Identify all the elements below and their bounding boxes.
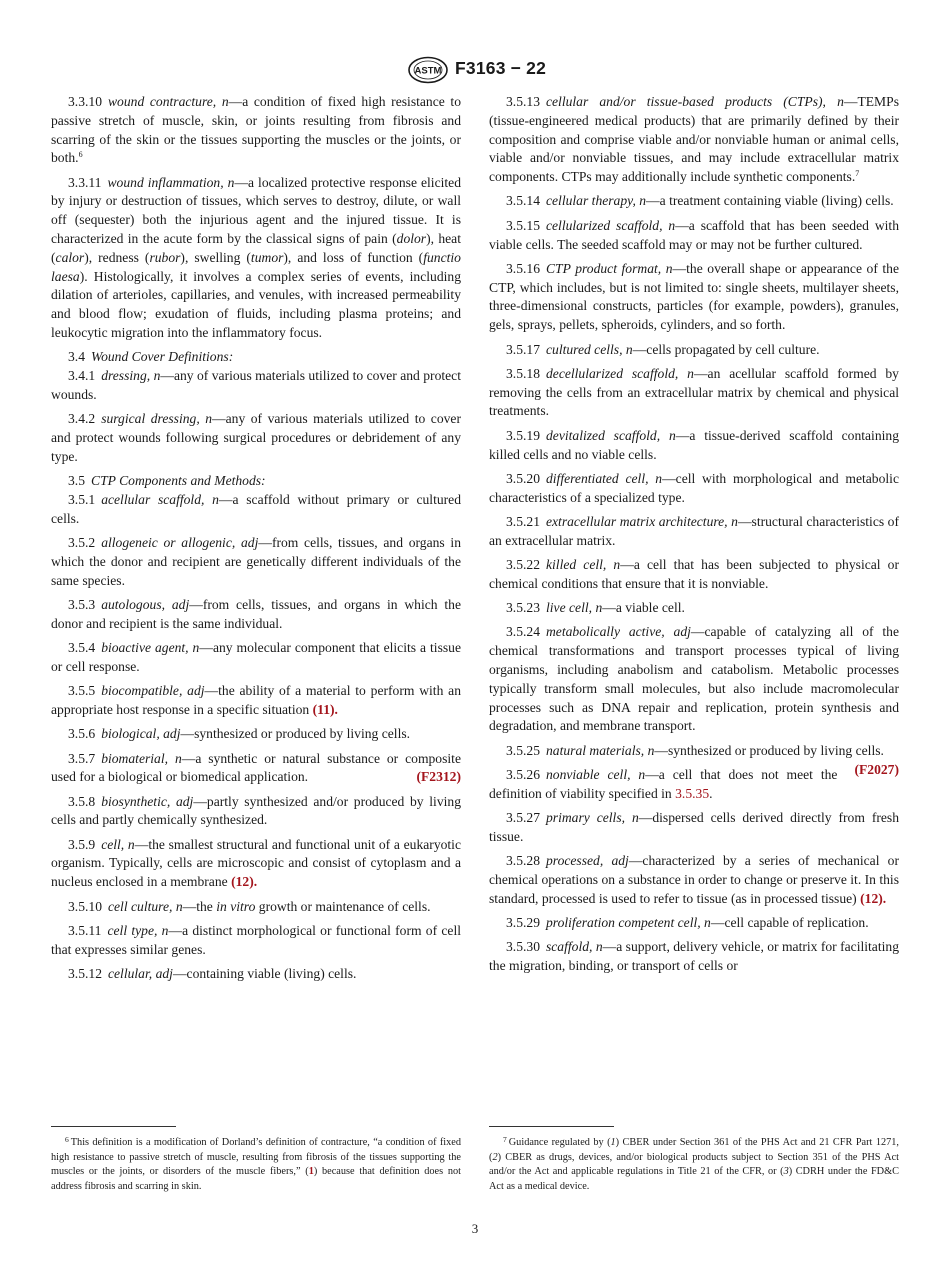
definition-3-5-12: 3.5.12 cellular, adj—containing viable (living) cells. [68, 965, 357, 981]
standard-link[interactable]: F2027 [858, 761, 895, 777]
definition-3-5-11: 3.5.11 cell type, n—a distinct morphological or functional form of cell that expresses similar genes. [51, 922, 461, 957]
definition-3-5-13: 3.5.13 cellular and/or tissue-based products (CTPs), n—TEMPs (tissue-engineered medical products) that are primarily defined by their composition and comprise viable and/or nonviable human or animal cells, viable and/or nonviable tissues, and may include extracellular matrix components. CTPs may additionally include synthetic components.$^7$ [489, 94, 899, 185]
definition-3-5-3: 3.5.3 autologous, adj—from cells, tissues, and organs in which the donor and recipient is the same individual. [51, 596, 461, 631]
footnote-7: $^7$ Guidance regulated by (1) CBER under Section 361 of the PHS Act and 21 CFR Part 1271, (2) CBER as drugs, devices, and/or biological products subject to Section 351 of the PHS Act and/or the Act and applicable regulations in Title 21 of the CFR, or (3) CDRH under the FD&C Act as a medical device. [489, 1135, 899, 1192]
footnote-ref-6[interactable]: 6 [78, 150, 83, 160]
section-3-5-heading: 3.5 CTP Components and Methods: [68, 473, 266, 489]
definition-3-5-8: 3.5.8 biosynthetic, adj—partly synthesized and/or produced by living cells and partly chemically synthesized. [51, 793, 461, 828]
definition-3-3-11: 3.3.11 wound inflammation, n—a localized protective response elicited by injury or destruction of tissues, which serves to destroy, dilute, or wall off (sequester) both the injurious agent and the injured tissue. It is characterized in the acute form by the classical signs of pain (dolor), heat (calor), redness (rubor), swelling (tumor), and loss of function (functio laesa). Histologically, it involves a complex series of events, including dilation of arterioles, capillaries, and venules, with increased permeability and blood flow; exudation of fluids, including plasma proteins; and leukocytic migration into the inflammatory focus. [51, 174, 461, 341]
definition-3-5-17: 3.5.17 cultured cells, n—cells propagated by cell culture. [506, 341, 820, 357]
reference-link[interactable]: 1 [308, 1166, 314, 1178]
definition-3-5-14: 3.5.14 cellular therapy, n—a treatment containing viable (living) cells. [506, 193, 894, 209]
definition-3-5-4: 3.5.4 bioactive agent, n—any molecular component that elicits a tissue or cell response. [51, 640, 461, 674]
standard-link[interactable]: F2312 [420, 769, 457, 785]
reference-link[interactable]: 11 [317, 701, 330, 717]
definition-3-5-28: 3.5.28 processed, adj—characterized by a series of mechanical or chemical operations on a substance in order to change or preserve it. In this standard, processed is used to refer to tissue (as in processed tissue) (12). [489, 853, 899, 906]
left-column [51, 93, 461, 989]
definition-3-4-2: 3.4.2 surgical dressing, n—any of various materials utilized to cover and protect wounds following surgical procedures or debridement of any type. [51, 411, 461, 464]
definition-3-5-19: 3.5.19 devitalized scaffold, n—a tissue-derived scaffold containing killed cells and no viable cells. [489, 427, 900, 462]
section-cross-reference[interactable]: 3.5.35 [675, 785, 710, 801]
footnote-divider [51, 1126, 176, 1127]
definition-3-5-16: 3.5.16 CTP product format, n—the overall shape or appearance of the CTP, which includes, but is not limited to: single sheets, multilayer sheets, three-dimensional constructs, particles (for example, powders), granules, gels, sprays, pellets, spheroids, cylinders, and so forth. [489, 260, 900, 333]
document-designation: F3163 − 22 [455, 58, 547, 78]
definition-3-5-24: 3.5.24 metabolically active, adj—capable of catalyzing all of the chemical transformations and transport processes typical of living organisms, including anabolism and catabolism. Metabolic processes typically transform small molecules, but also include macromolecular processes such as DNA repair and replication, protein synthesis and degradation, and membrane transport. [489, 624, 899, 734]
definition-3-5-26: 3.5.26 nonviable cell, n—a cell that does not meet the definition of viability specified in 3.5.35. [489, 767, 838, 801]
page-number: 3 [471, 1221, 479, 1236]
definition-3-3-10: 3.3.10 wound contracture, n—a condition of fixed high resistance to passive stretch of muscle, skin, or joints resulting from fibrosis and scarring of the skin or the tissues supporting the muscles or the joints, or both.$^6$ [51, 94, 461, 166]
definition-3-5-27: 3.5.27 primary cells, n—dispersed cells derived directly from fresh tissue. [489, 810, 900, 844]
reference-link[interactable]: 12 [864, 890, 879, 906]
definition-3-5-22: 3.5.22 killed cell, n—a cell that has been subjected to physical or chemical conditions that ensure that it is nonviable. [489, 557, 899, 591]
definition-3-5-10: 3.5.10 cell culture, n—the in vitro growth or maintenance of cells. [68, 898, 431, 914]
footnote-ref-7[interactable]: 7 [855, 169, 860, 179]
footnote-divider [489, 1126, 614, 1127]
definition-3-5-9: 3.5.9 cell, n—the smallest structural and functional unit of a eukaryotic organism. Typically, cells are microscopic and consist of cytoplasm and a nucleus enclosed in a membrane (12). [51, 836, 461, 890]
definition-3-5-29: 3.5.29 proliferation competent cell, n—cell capable of replication. [506, 915, 869, 931]
right-column [489, 93, 899, 981]
definition-3-5-23: 3.5.23 live cell, n—a viable cell. [506, 600, 685, 616]
reference-link[interactable]: 12 [235, 874, 250, 890]
section-3-4-heading: 3.4 Wound Cover Definitions: [68, 349, 234, 365]
definition-3-4-1: 3.4.1 dressing, n—any of various materials utilized to cover and protect wounds. [51, 368, 461, 402]
definition-3-5-18: 3.5.18 decellularized scaffold, n—an acellular scaffold formed by removing the cells from an extracellular matrix by chemical and physical treatments. [489, 365, 899, 419]
definition-3-5-20: 3.5.20 differentiated cell, n—cell with morphological and metabolic characteristics of a specialized type. [489, 470, 899, 505]
footnote-6: $^6$ This definition is a modification of Dorland’s definition of contracture, “a condition of fixed high resistance to passive stretch of muscle, resulting from fibrosis of the tissues supporting the muscles or the joints, or disorders of the muscle fibers,” (1) because that definition does not address fibrosis and scarring in skin. [51, 1135, 461, 1192]
definition-3-5-6: 3.5.6 biological, adj—synthesized or produced by living cells. [68, 726, 411, 742]
page-header [0, 56, 950, 86]
definition-3-5-21: 3.5.21 extracellular matrix architecture, n—structural characteristics of an extracellular matrix. [489, 513, 900, 548]
definition-3-5-7: 3.5.7 biomaterial, n—a synthetic or natural substance or composite used for a biological or biomedical application. (F2312) [51, 750, 461, 785]
definition-3-5-30: 3.5.30 scaffold, n—a support, delivery vehicle, or matrix for facilitating the migration, binding, or transport of cells or [489, 939, 899, 974]
definition-3-5-15: 3.5.15 cellularized scaffold, n—a scaffold that has been seeded with viable cells. The seeded scaffold may or may not be further cultured. [489, 217, 899, 252]
definition-3-5-25: 3.5.25 natural materials, n—synthesized or produced by living cells. (F2027) [506, 742, 899, 777]
definition-3-5-5: 3.5.5 biocompatible, adj—the ability of a material to perform with an appropriate host response in a specific situation (11). [51, 683, 461, 717]
logo-text: ASTM [414, 65, 442, 77]
definition-3-5-1: 3.5.1 acellular scaffold, n—a scaffold without primary or cultured cells. [51, 491, 462, 526]
astm-logo [407, 56, 449, 84]
definition-3-5-2: 3.5.2 allogeneic or allogenic, adj—from cells, tissues, and organs in which the donor and recipient are genetically different individuals of the same species. [51, 535, 461, 588]
